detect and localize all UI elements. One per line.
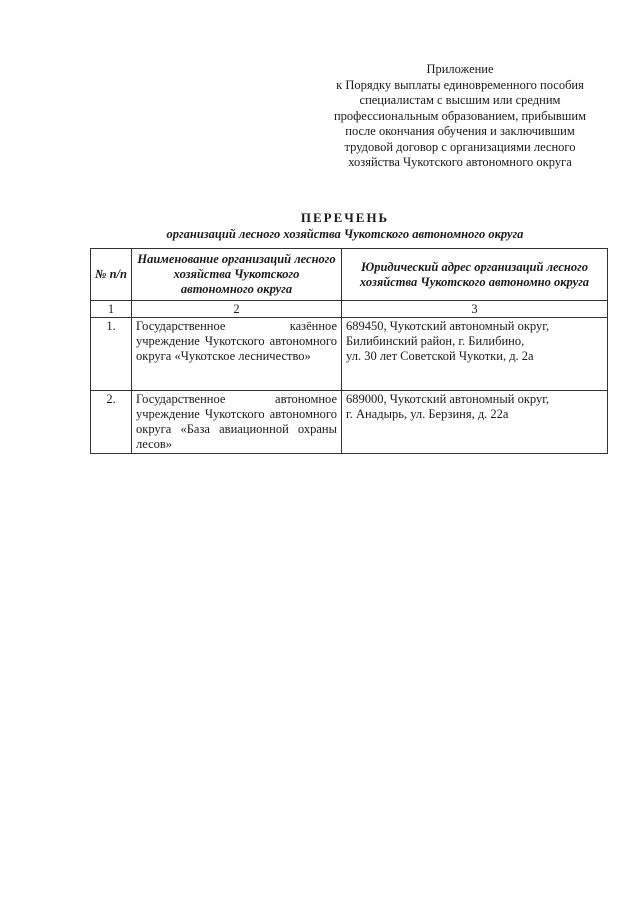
- appendix-line: хозяйства Чукотского автономного округа: [348, 155, 572, 169]
- document-heading: [0, 210, 640, 242]
- document-subtitle: организаций лесного хозяйства Чукотского автономного округа: [166, 227, 524, 241]
- organization-name: Государственное автономное учреждение Чукотского автономного округа «База авиационной охраны лесов»: [132, 391, 342, 454]
- appendix-line: профессиональным образованием, прибывшим: [333, 108, 586, 123]
- table-row: [91, 318, 608, 391]
- appendix-line: к Порядку выплаты единовременного пособия: [336, 77, 584, 92]
- appendix-line: после окончания обучения и заключившим: [345, 124, 575, 138]
- appendix-line: трудовой договор с организациями лесного: [344, 139, 576, 154]
- column-number-row: [91, 301, 608, 318]
- organizations-table: [90, 248, 608, 454]
- appendix-line: специалистам с высшим или средним: [359, 93, 561, 107]
- organization-name: Государственное казённое учреждение Чукотского автономного округа «Чукотское лесничество»: [132, 318, 342, 391]
- column-number: 1: [91, 301, 132, 318]
- address-line: Билибинский район, г. Билибино,: [346, 334, 525, 348]
- header-legal-address: Юридический адрес организаций лесного хозяйства Чукотского автономно округа: [342, 249, 608, 301]
- header-number: № п/п: [91, 249, 132, 301]
- row-number: 2.: [91, 391, 132, 454]
- legal-address: [342, 391, 608, 454]
- table-row: [91, 391, 608, 454]
- address-line: 689450, Чукотский автономный округ,: [346, 319, 550, 333]
- legal-address: [342, 318, 608, 391]
- table-header-row: [91, 249, 608, 301]
- address-line: ул. 30 лет Советской Чукотки, д. 2а: [346, 349, 534, 363]
- header-organization-name: Наименование организаций лесного хозяйства Чукотского автономного округа: [132, 249, 342, 301]
- document-title: ПЕРЕЧЕНЬ: [300, 210, 390, 225]
- address-line: г. Анадырь, ул. Берзиня, д. 22а: [346, 407, 509, 421]
- row-number: 1.: [91, 318, 132, 391]
- appendix-block: [320, 62, 600, 171]
- appendix-line: Приложение: [426, 62, 494, 76]
- column-number: 3: [342, 301, 608, 318]
- address-line: 689000, Чукотский автономный округ,: [346, 392, 550, 406]
- column-number: 2: [132, 301, 342, 318]
